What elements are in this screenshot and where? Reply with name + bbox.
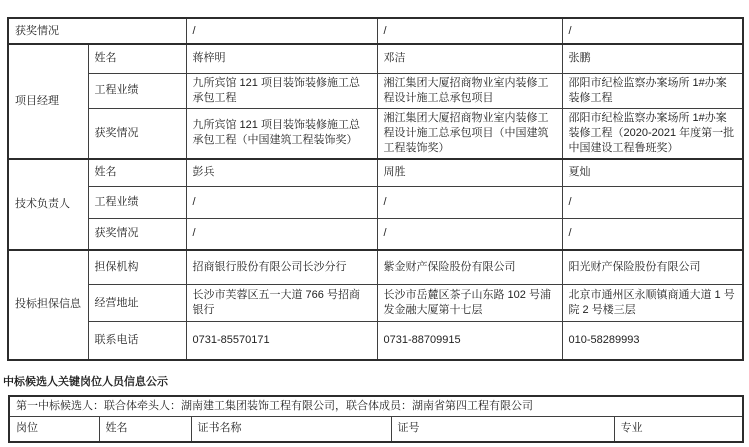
first-winner-cell: 第一中标候选人：联合体牵头人：湖南建工集团装饰工程有限公司，联合体成员：湖南省第四工程有限公司 [9, 396, 743, 417]
key-staff-table [8, 395, 744, 443]
value-cell: 彭兵 [186, 159, 377, 187]
section-label-cell: 技术负责人 [8, 159, 88, 250]
value-cell: 0731-85570171 [186, 322, 377, 360]
row-label-cell: 姓名 [88, 44, 186, 73]
value-cell: 长沙市岳麓区茶子山东路 102 号浦发金融大厦第十七层 [377, 285, 562, 322]
key-staff-heading: 中标候选人关键岗位人员信息公示 [3, 376, 168, 388]
header-cell-certificate-no: 证号 [391, 417, 614, 442]
project-manager-name-row [8, 44, 743, 73]
value-cell: 北京市通州区永顺镇商通大道 1 号院 2 号楼三层 [562, 285, 743, 322]
guarantee-org-row [8, 250, 743, 285]
value-cell: 邓洁 [377, 44, 562, 73]
value-cell: / [377, 219, 562, 250]
value-cell: 紫金财产保险股份有限公司 [377, 250, 562, 285]
section-label-cell: 投标担保信息 [8, 250, 88, 360]
project-manager-award-row [8, 108, 743, 159]
value-cell: 九所宾馆 121 项目装饰装修施工总承包工程 [186, 73, 377, 108]
value-cell: 湘江集团大厦招商物业室内装修工程设计施工总承包项目（中国建筑工程装饰奖） [377, 108, 562, 159]
row-label-cell: 担保机构 [88, 250, 186, 285]
header-cell-position: 岗位 [9, 417, 99, 442]
key-staff-header-row [9, 417, 743, 442]
tech-lead-performance-row [8, 187, 743, 219]
value-cell: 周胜 [377, 159, 562, 187]
value-cell: 0731-88709915 [377, 322, 562, 360]
header-cell-certificate-name: 证书名称 [191, 417, 391, 442]
value-cell: / [186, 187, 377, 219]
value-cell: 夏灿 [562, 159, 743, 187]
row-label-cell: 获奖情况 [88, 219, 186, 250]
value-cell: 九所宾馆 121 项目装饰装修施工总承包工程（中国建筑工程装饰奖） [186, 108, 377, 159]
value-cell: 招商银行股份有限公司长沙分行 [186, 250, 377, 285]
value-cell: / [377, 187, 562, 219]
award-row [8, 18, 743, 44]
value-cell: 张鹏 [562, 44, 743, 73]
value-cell: / [562, 18, 743, 44]
value-cell: 邵阳市纪检监察办案场所 1#办案装修工程 [562, 73, 743, 108]
row-label-cell: 获奖情况 [88, 108, 186, 159]
value-cell: 邵阳市纪检监察办案场所 1#办案装修工程（2020-2021 年度第一批中国建设工程鲁班奖） [562, 108, 743, 159]
row-label-cell: 获奖情况 [8, 18, 186, 44]
header-cell-name: 姓名 [99, 417, 191, 442]
value-cell: 010-58289993 [562, 322, 743, 360]
guarantee-address-row [8, 285, 743, 322]
header-cell-specialty: 专业 [614, 417, 743, 442]
bid-candidate-info-table [7, 17, 744, 361]
value-cell: / [562, 187, 743, 219]
guarantee-phone-row [8, 322, 743, 360]
project-manager-performance-row [8, 73, 743, 108]
value-cell: 阳光财产保险股份有限公司 [562, 250, 743, 285]
first-winner-row [9, 396, 743, 417]
value-cell: / [186, 18, 377, 44]
value-cell: 蒋梓明 [186, 44, 377, 73]
value-cell: 湘江集团大厦招商物业室内装修工程设计施工总承包项目 [377, 73, 562, 108]
row-label-cell: 工程业绩 [88, 187, 186, 219]
tech-lead-award-row [8, 219, 743, 250]
value-cell: / [186, 219, 377, 250]
row-label-cell: 联系电话 [88, 322, 186, 360]
section-label-cell: 项目经理 [8, 44, 88, 159]
row-label-cell: 经营地址 [88, 285, 186, 322]
row-label-cell: 工程业绩 [88, 73, 186, 108]
value-cell: / [562, 219, 743, 250]
value-cell: / [377, 18, 562, 44]
tech-lead-name-row [8, 159, 743, 187]
value-cell: 长沙市芙蓉区五一大道 766 号招商银行 [186, 285, 377, 322]
row-label-cell: 姓名 [88, 159, 186, 187]
